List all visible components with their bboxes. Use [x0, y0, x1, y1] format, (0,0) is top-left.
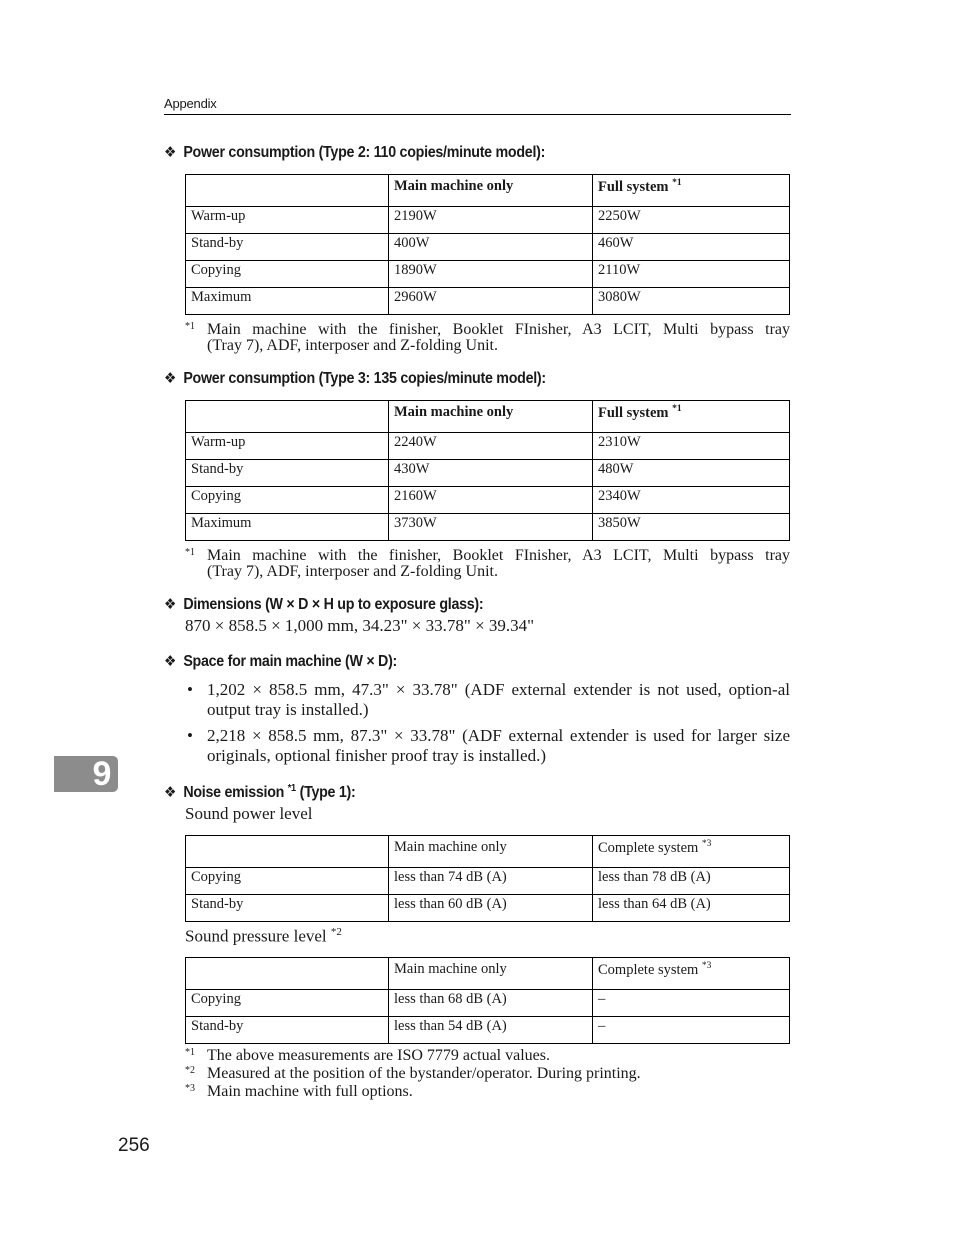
- header-cell-full: Full system $^{*1}$: [593, 401, 790, 433]
- type3-footnote: [185, 548, 790, 580]
- header-cell-empty: [186, 175, 389, 207]
- noise-footnote-3: [185, 1084, 790, 1100]
- header-cell-empty: [186, 958, 389, 990]
- footnote-mark: *3: [185, 1083, 195, 1094]
- row-label: Stand-by: [186, 895, 389, 922]
- space-heading: ❖ Space for main machine (W × D):: [164, 653, 398, 670]
- cell-full: 3080W: [593, 288, 790, 315]
- cell-main: 1890W: [389, 261, 593, 288]
- header-cell-full: Full system $^{*1}$: [593, 175, 790, 207]
- table-row: [186, 207, 790, 234]
- header-cell-complete: Complete system $^{*3}$: [593, 836, 790, 868]
- type2-footnote: [185, 322, 790, 354]
- diamond-bullet-icon: ❖: [164, 653, 177, 670]
- sound-power-table: [185, 835, 790, 922]
- header-cell-empty: [186, 836, 389, 868]
- footnote-text: Main machine with the finisher, Booklet FInisher, A3 LCIT, Multi bypass tray (Tray 7), ADF, interposer and Z-folding Unit.: [207, 547, 790, 580]
- table-row: [186, 990, 790, 1017]
- footnote-text: Main machine with the finisher, Booklet FInisher, A3 LCIT, Multi bypass tray (Tray 7), ADF, interposer and Z-folding Unit.: [207, 321, 790, 354]
- list-item: • 1,202 × 858.5 mm, 47.3" × 33.78" (ADF external extender is not used, option-al output tray is installed.): [187, 680, 790, 719]
- cell-full: 2110W: [593, 261, 790, 288]
- cell-full: 3850W: [593, 514, 790, 541]
- footnote-text: Main machine with full options.: [207, 1083, 413, 1100]
- sound-pressure-label: Sound pressure level $^{*2}$: [185, 926, 342, 946]
- cell-full: 2310W: [593, 433, 790, 460]
- table-row: [186, 288, 790, 315]
- footnote-mark: *1: [185, 1047, 195, 1058]
- page-header: [164, 96, 791, 115]
- diamond-bullet-icon: ❖: [164, 596, 177, 613]
- table-row: [186, 895, 790, 922]
- row-label: Copying: [186, 261, 389, 288]
- bullet-dot-icon: •: [187, 726, 193, 745]
- cell-full: 480W: [593, 460, 790, 487]
- table-row: [186, 460, 790, 487]
- table-row: [186, 433, 790, 460]
- cell-complete: –: [593, 1017, 790, 1044]
- type3-power-table: [185, 400, 790, 541]
- table-header-row: [186, 836, 790, 868]
- list-item: • 2,218 × 858.5 mm, 87.3" × 33.78" (ADF external extender is used for larger size originals, optional finisher proof tray is installed.): [187, 726, 790, 765]
- section-label: Appendix: [164, 96, 217, 111]
- cell-main: 3730W: [389, 514, 593, 541]
- type3-heading: ❖ Power consumption (Type 3: 135 copies/minute model):: [164, 370, 546, 387]
- cell-main: less than 68 dB (A): [389, 990, 593, 1017]
- cell-main: 2960W: [389, 288, 593, 315]
- sound-pressure-table: [185, 957, 790, 1044]
- cell-complete: less than 64 dB (A): [593, 895, 790, 922]
- header-cell-empty: [186, 401, 389, 433]
- cell-main: 2190W: [389, 207, 593, 234]
- table-row: [186, 234, 790, 261]
- cell-full: 2340W: [593, 487, 790, 514]
- header-cell-main: Main machine only: [389, 836, 593, 868]
- table-header-row: [186, 175, 790, 207]
- dimensions-value: 870 × 858.5 × 1,000 mm, 34.23" × 33.78" × 39.34": [185, 616, 535, 635]
- cell-full: 2250W: [593, 207, 790, 234]
- footnote-text: Measured at the position of the bystander/operator. During printing.: [207, 1065, 641, 1082]
- diamond-bullet-icon: ❖: [164, 784, 177, 802]
- space-bullet-list: [185, 680, 790, 772]
- cell-full: 460W: [593, 234, 790, 261]
- cell-main: 430W: [389, 460, 593, 487]
- table-header-row: [186, 401, 790, 433]
- table-header-row: [186, 958, 790, 990]
- row-label: Stand-by: [186, 460, 389, 487]
- table-row: [186, 514, 790, 541]
- footnote-mark: *1: [185, 547, 195, 558]
- cell-complete: less than 78 dB (A): [593, 868, 790, 895]
- noise-footnote-1: [185, 1048, 790, 1064]
- sound-power-label: Sound power level: [185, 804, 313, 823]
- cell-main: less than 60 dB (A): [389, 895, 593, 922]
- footnote-mark: *1: [185, 321, 195, 332]
- table-row: [186, 1017, 790, 1044]
- noise-footnote-2: [185, 1066, 790, 1082]
- footnote-mark: *2: [185, 1065, 195, 1076]
- cell-main: 2240W: [389, 433, 593, 460]
- row-label: Warm-up: [186, 207, 389, 234]
- table-row: [186, 261, 790, 288]
- row-label: Maximum: [186, 514, 389, 541]
- header-cell-main: Main machine only: [389, 958, 593, 990]
- header-cell-main: Main machine only: [389, 175, 593, 207]
- type2-heading: ❖ Power consumption (Type 2: 110 copies/minute model):: [164, 144, 546, 161]
- cell-main: less than 74 dB (A): [389, 868, 593, 895]
- row-label: Copying: [186, 487, 389, 514]
- row-label: Stand-by: [186, 234, 389, 261]
- cell-main: less than 54 dB (A): [389, 1017, 593, 1044]
- noise-heading: ❖ Noise emission $^{*1}$ (Type 1):: [164, 783, 356, 802]
- row-label: Warm-up: [186, 433, 389, 460]
- footnote-text: The above measurements are ISO 7779 actual values.: [207, 1047, 550, 1064]
- diamond-bullet-icon: ❖: [164, 370, 177, 387]
- diamond-bullet-icon: ❖: [164, 144, 177, 161]
- type2-power-table: [185, 174, 790, 315]
- table-row: [186, 487, 790, 514]
- chapter-tab: 9: [54, 756, 118, 792]
- page-number: 256: [118, 1135, 150, 1156]
- cell-complete: –: [593, 990, 790, 1017]
- header-cell-main: Main machine only: [389, 401, 593, 433]
- bullet-dot-icon: •: [187, 680, 193, 699]
- row-label: Stand-by: [186, 1017, 389, 1044]
- cell-main: 2160W: [389, 487, 593, 514]
- table-row: [186, 868, 790, 895]
- header-cell-complete: Complete system $^{*3}$: [593, 958, 790, 990]
- dimensions-heading: ❖ Dimensions (W × D × H up to exposure glass):: [164, 596, 484, 613]
- row-label: Maximum: [186, 288, 389, 315]
- row-label: Copying: [186, 868, 389, 895]
- cell-main: 400W: [389, 234, 593, 261]
- row-label: Copying: [186, 990, 389, 1017]
